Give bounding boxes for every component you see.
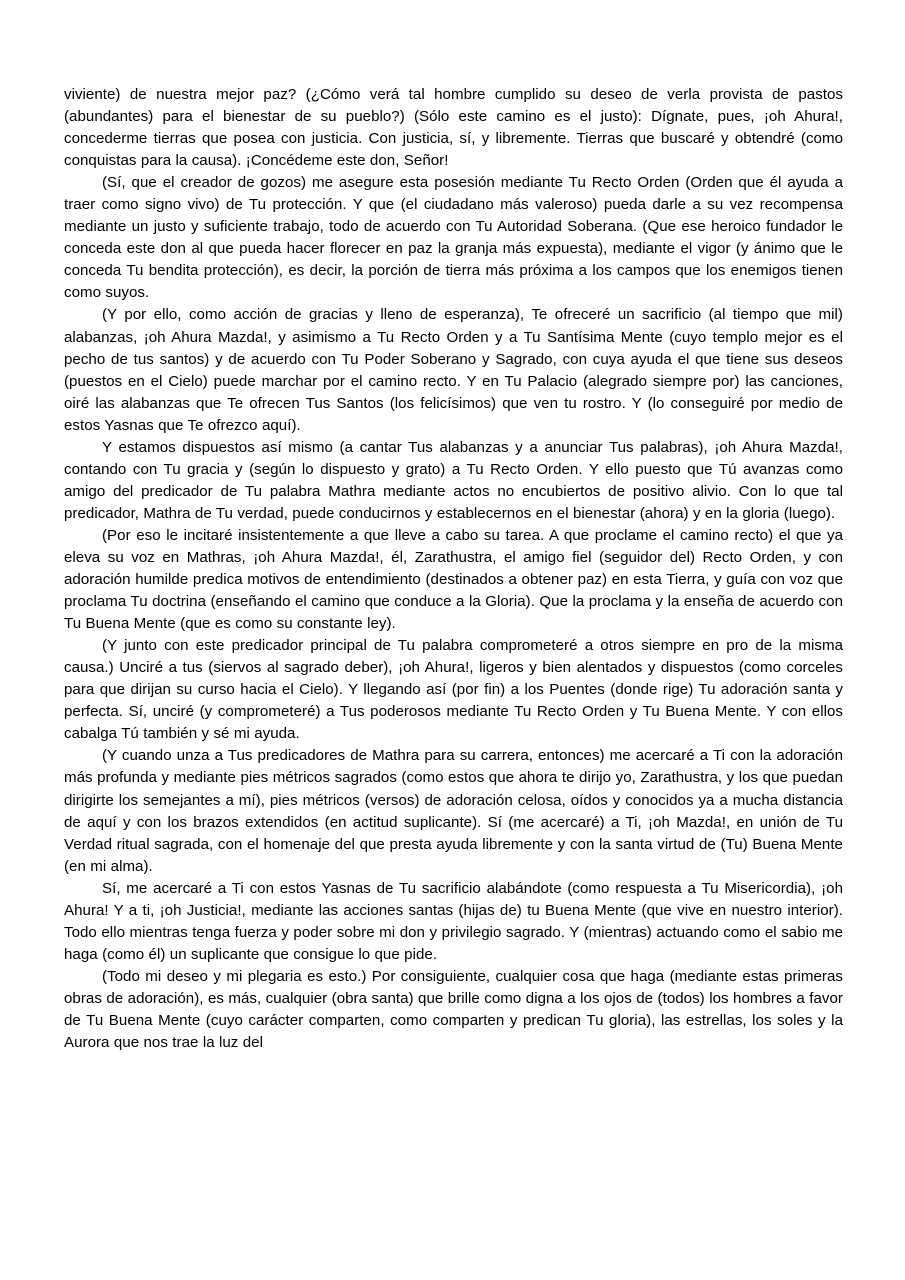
paragraph: (Y cuando unza a Tus predicadores de Mathra para su carrera, entonces) me acercaré a Ti con la adoración más profunda y mediante pies métricos sagrados (como estos que ahora te dirijo yo, Zarathustra, y los que puedan dirigirte los semejantes a mí), pies métricos (versos) de adoración celosa, oídos y conocidos ya a mucha distancia de aquí y con los brazos extendidos (en actitud suplicante). Sí (me acercaré) a Ti, ¡oh Mazda!, en unión de Tu Verdad ritual sagrada, con el homenaje del que presta ayuda libremente y con la santa virtud de (Tu) Buena Mente (en mi alma).	[64, 747, 843, 875]
paragraph: (Por eso le incitaré insistentemente a que lleve a cabo su tarea. A que proclame el camino recto) el que ya eleva su voz en Mathras, ¡oh Ahura Mazda!, él, Zarathustra, el amigo fiel (seguidor del) Recto Orden, y con adoración humilde predica motivos de entendimiento (destinados a obtener paz) en esta Tierra, y guía con voz que proclama Tu doctrina (enseñando el camino que conduce a la Gloria). Que la proclama y la enseña de acuerdo con Tu Buena Mente (que es como su constante ley).	[64, 526, 843, 633]
paragraph: (Todo mi deseo y mi plegaria es esto.) Por consiguiente, cualquier cosa que haga (mediante estas primeras obras de adoración), es más, cualquier (obra santa) que brille como digna a los ojos de (todos) los hombres a favor de Tu Buena Mente (cuyo carácter comparten, como comparten y predican Tu gloria), las estrellas, los soles y la Aurora que nos trae la luz del	[64, 967, 843, 1052]
paragraph: Y estamos dispuestos así mismo (a cantar Tus alabanzas y a anunciar Tus palabras), ¡oh Ahura Mazda!, contando con Tu gracia y (según lo dispuesto y grato) a Tu Recto Orden. Y ello puesto que Tú avanzas como amigo del predicador de Tu palabra Mathra mediante actos no encubiertos de positivo alivio. Con lo que tal predicador, Mathra de Tu verdad, puede conducirnos y establecernos en el bienestar (ahora) y en la gloria (luego).	[64, 438, 843, 522]
paragraph: (Y junto con este predicador principal de Tu palabra comprometeré a otros siempre en pro de la misma causa.) Unciré a tus (siervos al sagrado deber), ¡oh Ahura!, ligeros y bien alentados y dispuestos (como corceles para que dirijan su curso hacia el Cielo). Y llegando así (por fin) a los Puentes (donde rige) Tu adoración santa y perfecta. Sí, unciré (y comprometeré) a Tus poderosos mediante Tu Recto Orden y Tu Buena Mente. Y con ellos cabalga Tú también y sé mi ayuda.	[64, 637, 843, 743]
paragraph: (Sí, que el creador de gozos) me asegure esta posesión mediante Tu Recto Orden (Orden que él ayuda a traer como signo vivo) de Tu protección. Y que (el ciudadano más valeroso) pueda darle a su vez recompensa mediante un justo y suficiente trabajo, todo de acuerdo con Tu Autoridad Soberana. (Que ese heroico fundador le conceda este don al que pueda hacer florecer en paz la granja más expuesta), mediante el vigor (y ánimo que le conceda Tu bendita protección), es decir, la porción de tierra más próxima a los campos que los enemigos tienen como suyos.	[64, 174, 843, 302]
paragraph: (Y por ello, como acción de gracias y lleno de esperanza), Te ofreceré un sacrificio (al tiempo que mil) alabanzas, ¡oh Ahura Mazda!, y asimismo a Tu Recto Orden y a Tu Santísima Mente (cuyo templo mejor es el pecho de tus santos) y de acuerdo con Tu Poder Soberano y Sagrado, con cuya ayuda el que tiene sus deseos (puestos en el Cielo) puede marchar por el camino recto. Y en Tu Palacio (alegrado siempre por) las canciones, oiré las alabanzas que Te ofrecen Tus Santos (los felicísimos) que ven tu rostro. Y (lo conseguiré por medio de estos Yasnas que Te ofrezco aquí).	[64, 306, 843, 434]
paragraph: viviente) de nuestra mejor paz? (¿Cómo verá tal hombre cumplido su deseo de verla provista de pastos (abundantes) para el bienestar de su pueblo?) (Sólo este camino es el justo): Dígnate, pues, ¡oh Ahura!, concederme tierras que posea con justicia. Con justicia, sí, y libremente. Tierras que buscaré y obtendré (como conquistas para la causa). ¡Concédeme este don, Señor!	[64, 86, 843, 170]
paragraph: Sí, me acercaré a Ti con estos Yasnas de Tu sacrificio alabándote (como respuesta a Tu Misericordia), ¡oh Ahura! Y a ti, ¡oh Justicia!, mediante las acciones santas (hijas de) tu Buena Mente (que vive en nuestro interior). Todo ello mientras tenga fuerza y poder sobre mi don y privilegio sagrado. Y (mientras) actuando como el sabio me haga (como él) un suplicante que consigue lo que pide.	[64, 879, 843, 963]
text-column	[64, 84, 843, 1054]
